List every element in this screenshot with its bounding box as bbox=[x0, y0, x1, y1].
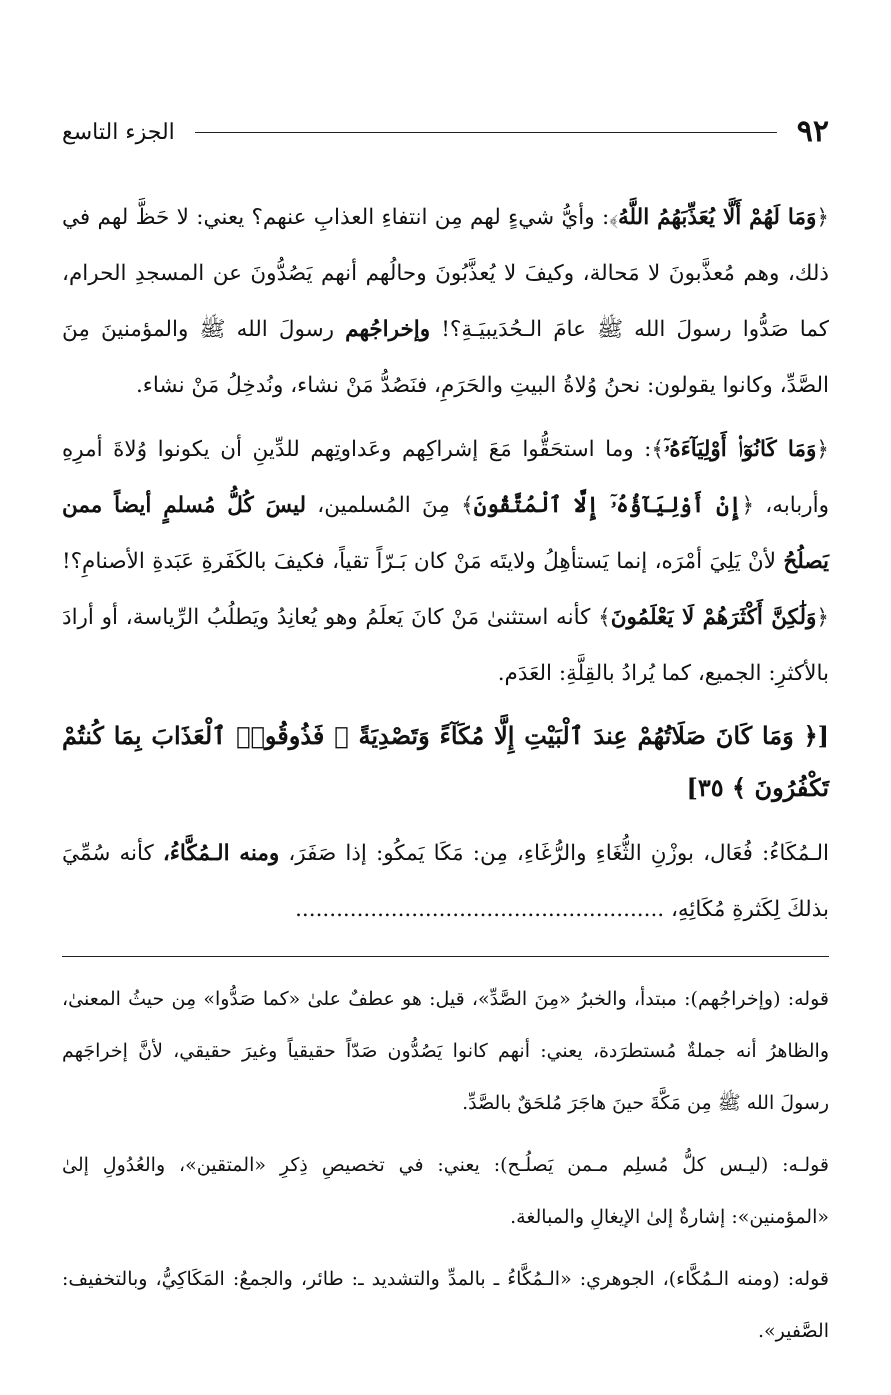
verse-bracket-open: [ bbox=[817, 721, 829, 750]
quran-quote: وَلَٰكِنَّ أَكْثَرَهُمْ لَا يَعْلَمُونَ bbox=[610, 605, 817, 630]
paragraph-1 bbox=[62, 190, 829, 414]
highlighted-phrase: ومنه الـمُكَّاءُ، bbox=[162, 841, 280, 866]
quran-bracket-open: ﴿ bbox=[741, 493, 755, 518]
quran-bracket-open: ﴿ bbox=[816, 605, 830, 630]
main-text bbox=[62, 190, 829, 938]
quran-bracket-close: ﴾ bbox=[732, 773, 747, 802]
commentary-text: كأنه استثنىٰ مَنْ كانَ يَعلَمُ وهو يُعانِدُ ويَطلُبُ الرِّياسة، أو أرادَ بالأكثرِ: الجميع، كما يُرادُ بالقِلَّةِ: العَدَم. bbox=[62, 605, 829, 686]
quran-quote: إِنْ أَوْلِيَآؤُهُۥٓ إِلَّا ٱلْمُتَّقُونَ bbox=[473, 493, 742, 518]
header-rule bbox=[195, 132, 777, 133]
quran-bracket-close: ﴾ bbox=[651, 437, 665, 462]
continuation-dots: ...................................................... bbox=[295, 897, 671, 922]
quran-bracket-close: ﴾ bbox=[598, 605, 611, 630]
quran-bracket-open: ﴿ bbox=[816, 205, 829, 230]
paragraph-3 bbox=[62, 826, 829, 938]
footnote-3: قوله: (ومنه الـمُكَّاء)، الجوهري: «الـمُكَّاءُ ـ بالمدِّ والتشديد ـ: طائر، والجمعُ: المَكَاكِيُّ، وبالتخفيف: الصَّفير». bbox=[62, 1268, 829, 1342]
verse-text: وَمَا كَانَ صَلَاتُهُمْ عِندَ ٱلْبَيْتِ إِلَّا مُكَآءً وَتَصْدِيَةً ۚ فَذُوقُوا۟ ٱلْعَذَابَ بِمَا كُنتُمْ تَكْفُرُونَ bbox=[62, 721, 829, 802]
commentary-text: : وما استحَقُّوا مَعَ إشراكِهم وعَداوتِهم للدِّينِ أن يكونوا وُلاةَ أمرِهِ وأربابه، bbox=[62, 437, 829, 518]
chapter-title: الجزء التاسع bbox=[62, 119, 175, 145]
paragraph-2 bbox=[62, 422, 829, 702]
quran-bracket-open: ﴿ bbox=[803, 721, 818, 750]
page-header bbox=[62, 112, 829, 152]
commentary-text: مِنَ المُسلمين، bbox=[306, 493, 462, 518]
highlighted-phrase: ليسَ كُلُّ مُسلمٍ أيضاً ممن يَصلُحُ bbox=[62, 493, 829, 574]
quran-quote: وَمَا كَانُوٓا۟ أَوْلِيَآءَهُۥٓ bbox=[664, 437, 817, 462]
quran-bracket-open: ﴿ bbox=[816, 437, 829, 462]
footnote-2: قولـه: (ليـس كلُّ مُسلِم مـمن يَصلُـح): يعني: في تخصيصِ ذِكرِ «المتقين»، والعُدُولِ إلىٰ «المؤمنين»: إشارةٌ إلىٰ الإيغالِ والمبالغة. bbox=[62, 1154, 829, 1228]
page-number: ٩٢ bbox=[796, 114, 829, 149]
verse-block bbox=[62, 710, 829, 814]
verse-bracket-close: ] bbox=[686, 773, 698, 802]
document-page bbox=[62, 112, 829, 1355]
commentary-text: الـمُكَاءُ: فُعَال، بوزْنِ الثُّغَاءِ والرُّغَاءِ، مِن: مَكَا يَمكُو: إذا صَفَرَ، bbox=[279, 841, 829, 866]
footnote-1: قوله: (وإخراجُهم): مبتدأ، والخبرُ «مِنَ الصَّدِّ»، قيل: هو عطفٌ علىٰ «كما صَدُّوا» مِن حيثُ المعنىٰ، والظاهرُ أنه جملةٌ مُستطرَدة، يعني: أنهم كانوا يَصُدُّون صَدّاً حقيقياً وغيرَ حقيقي، لأنَّ إخراجَهم رسولَ الله ﷺ مِن مَكَّةَ حينَ هاجَرَ مُلحَقٌ بالصَّدِّ. bbox=[62, 988, 829, 1114]
commentary-text: لأنْ يَلِيَ أمْرَه، إنما يَستأهِلُ ولايتَه مَنْ كان بَـرّاً تقياً، فكيفَ بالكَفَرةِ عَبَدةِ الأصنامِ؟! bbox=[62, 549, 784, 574]
quran-bracket-close: ﴾ bbox=[609, 205, 619, 230]
footnote-separator bbox=[62, 956, 829, 957]
quran-quote: وَمَا لَهُمْ أَلَّا يُعَذِّبَهُمُ اللَّهُ bbox=[618, 205, 817, 230]
commentary-text: : وأيُّ شيءٍ لهم مِن انتفاءِ العذابِ عنهم؟ يعني: لا حَظَّ لهم في ذلك، وهم مُعذَّبونَ لا مَحالة، وكيفَ لا يُعذَّبُونَ وحالُهم أنهم يَصُدُّونَ عن المسجدِ الحرام، كما صَدُّوا رسولَ الله ﷺ عامَ الـحُدَيبيَـةِ؟! bbox=[62, 205, 829, 342]
highlighted-phrase: وإخراجُهم bbox=[345, 317, 431, 342]
verse-number: ٣٥ bbox=[697, 773, 724, 802]
commentary-text: رسولَ الله ﷺ والمؤمنينَ مِنَ الصَّدِّ، وكانوا يقولون: نحنُ وُلاةُ البيتِ والحَرَمِ، فنَصُدُّ مَنْ نشاء، ونُدخِلُ مَنْ نشاء. bbox=[62, 317, 829, 398]
commentary-text: كأنه سُمِّيَ بذلكَ لِكَثرةِ مُكَائِهِ، bbox=[62, 841, 829, 922]
footnotes bbox=[62, 973, 829, 1357]
quran-bracket-close: ﴾ bbox=[461, 493, 474, 518]
